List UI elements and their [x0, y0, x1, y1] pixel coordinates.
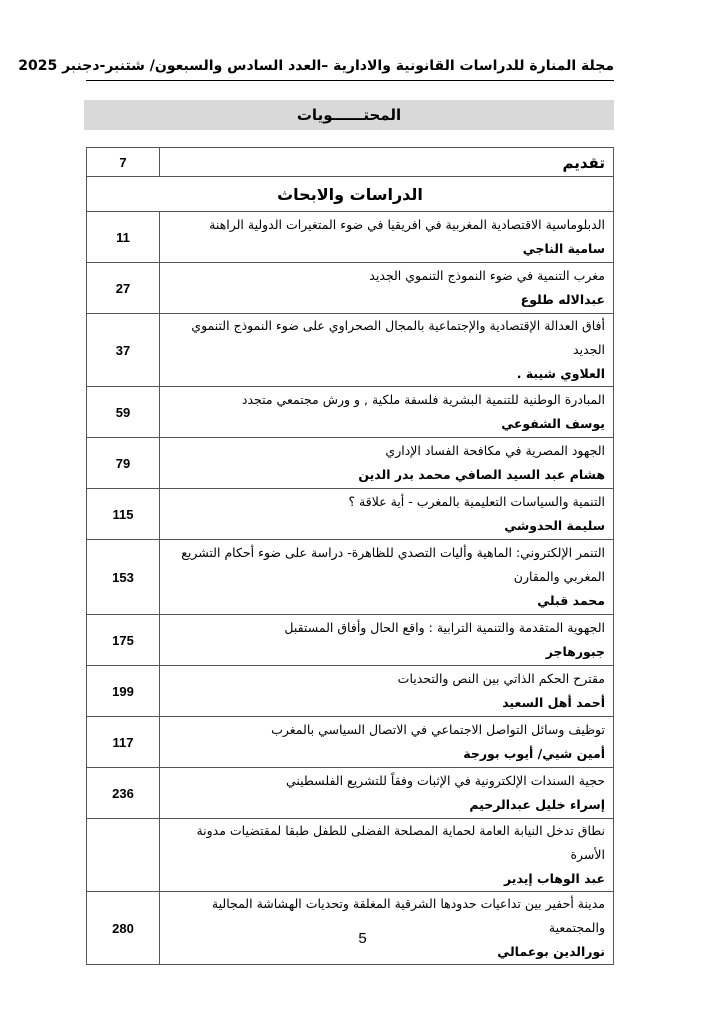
article-title: التنمية والسياسات التعليمية بالمغرب - أية علاقة ؟: [348, 494, 605, 509]
article-author: محمد قبلي: [537, 593, 605, 608]
article-title: أفاق العدالة الإقتصادية والإجتماعية بالمجال الصحراوي على ضوء النموذج التنموي الجديد: [191, 318, 605, 357]
toc-entry: [87, 615, 614, 666]
article-page: 236: [87, 768, 160, 819]
article-author: أمين شيي/ أيوب بورجة: [463, 746, 605, 761]
toc-entry: [87, 314, 614, 387]
section-row: [87, 177, 614, 212]
article-title: مدينة أحفير بين تداعيات حدودها الشرقية المغلقة وتحديات الهشاشة المجالية والمجتمعية: [211, 896, 605, 935]
journal-header: مجلة المنارة للدراسات القانونية والادارية –العدد السادس والسبعون/ شتنبر-دجنبر 2025: [86, 58, 614, 81]
toc-entry: [87, 438, 614, 489]
article-title: الجهوية المتقدمة والتنمية الترابية : واقع الحال وأفاق المستقبل: [284, 620, 605, 635]
article-author: العلاوي شيبة .: [516, 366, 605, 381]
section-title: الدراسات والابحاث: [87, 177, 614, 212]
article-author: عبدالاله طلوع: [520, 292, 605, 307]
article-page: [87, 819, 160, 892]
article-title: توظيف وسائل التواصل الاجتماعي في الاتصال السياسي بالمغرب: [271, 722, 605, 737]
toc-entry: [87, 263, 614, 314]
article-title: التنمر الإلكتروني: الماهية وأليات التصدي للظاهرة- دراسة على ضوء أحكام التشريع المغربي والمقارن: [181, 545, 605, 584]
article-page: 199: [87, 666, 160, 717]
article-page: 79: [87, 438, 160, 489]
intro-row: [87, 148, 614, 177]
intro-page: 7: [87, 148, 160, 177]
article-author: نورالدين بوعمالي: [497, 944, 605, 959]
article-title: الدبلوماسية الاقتصادية المغربية في افريقيا في ضوء المتغيرات الدولية الراهنة: [209, 217, 605, 232]
toc-entry: [87, 819, 614, 892]
toc-entry: [87, 717, 614, 768]
intro-label: تقديم: [562, 153, 605, 172]
article-title: نطاق تدخل النيابة العامة لحماية المصلحة الفضلى للطفل طبقا لمقتضيات مدونة الأسرة: [196, 823, 605, 862]
article-author: إسراء خليل عبدالرحيم: [469, 797, 605, 812]
article-title: حجية السندات الإلكترونية في الإثبات وفقاً للتشريع الفلسطيني: [285, 773, 605, 788]
table-of-contents: [86, 147, 614, 965]
article-page: 59: [87, 387, 160, 438]
article-author: جبورهاجر: [545, 644, 605, 659]
toc-entry: [87, 892, 614, 965]
article-page: 27: [87, 263, 160, 314]
article-title: مقترح الحكم الذاتي بين النص والتحديات: [397, 671, 605, 686]
toc-entry: [87, 540, 614, 615]
toc-entry: [87, 768, 614, 819]
article-title: الجهود المصرية في مكافحة الفساد الإداري: [385, 443, 605, 458]
article-title: المبادرة الوطنية للتنمية البشرية فلسفة ملكية , و ورش مجتمعي متجدد: [241, 392, 605, 407]
article-page: 280: [87, 892, 160, 965]
article-title: مغرب التنمية في ضوء النموذج التنموي الجديد: [369, 268, 605, 283]
toc-entry: [87, 212, 614, 263]
article-page: 117: [87, 717, 160, 768]
article-page: 11: [87, 212, 160, 263]
toc-entry: [87, 666, 614, 717]
toc-entry: [87, 387, 614, 438]
article-author: سليمة الحدوشي: [504, 518, 605, 533]
article-page: 115: [87, 489, 160, 540]
article-author: عبد الوهاب إيدير: [504, 871, 605, 886]
article-page: 175: [87, 615, 160, 666]
article-author: هشام عبد السيد الصافي محمد بدر الدين: [358, 467, 605, 482]
toc-entry: [87, 489, 614, 540]
contents-title: المحتــــــويات: [84, 100, 614, 130]
article-author: أحمد أهل السعيد: [502, 695, 605, 710]
page-number: 5: [358, 930, 367, 947]
article-author: سامية الناجي: [522, 241, 605, 256]
article-author: يوسف الشفوعي: [501, 416, 605, 431]
article-page: 37: [87, 314, 160, 387]
article-page: 153: [87, 540, 160, 615]
